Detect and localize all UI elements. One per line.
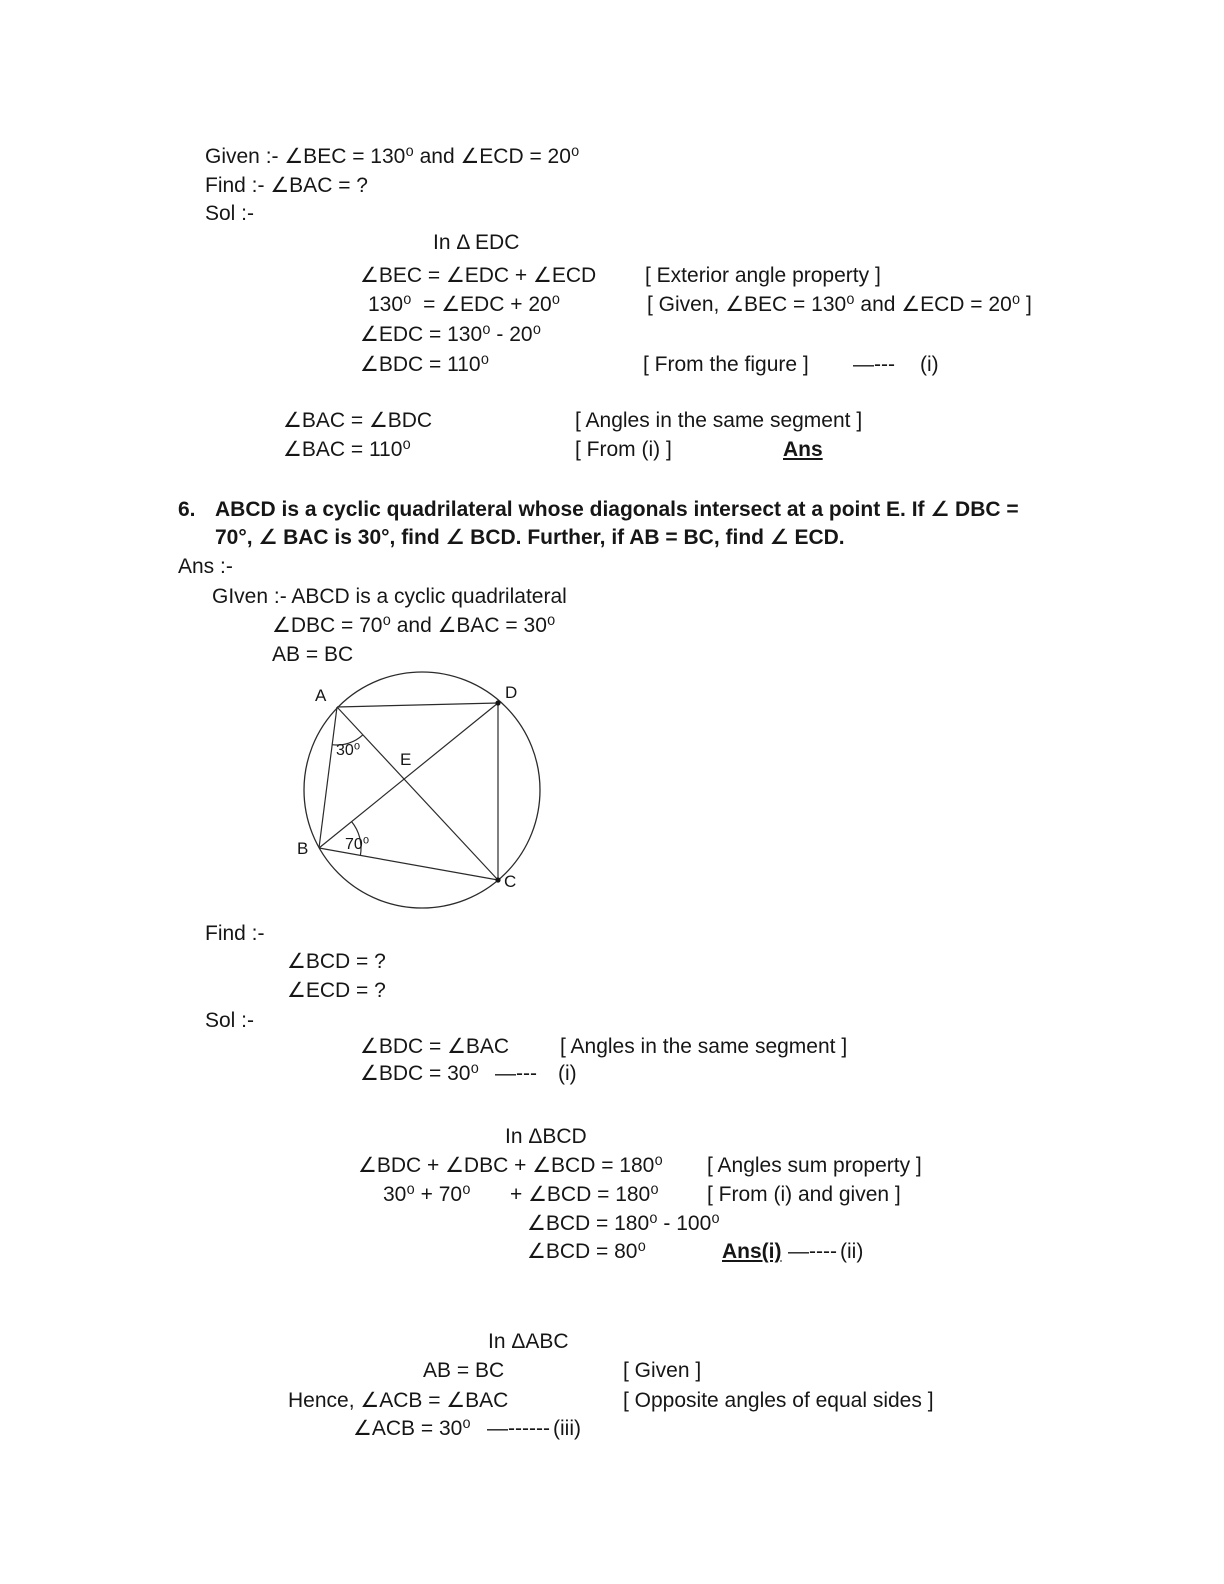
equation: ∠BDC = ∠BAC (360, 1035, 510, 1058)
ref-marker: (i) (920, 353, 939, 376)
equation: ∠BCD = 180⁰ - 100⁰ (527, 1212, 720, 1235)
justification: [ Exterior angle property ] (645, 264, 881, 287)
ref-marker: (iii) (553, 1417, 581, 1440)
equation: ∠BDC = 110⁰ (360, 353, 489, 376)
equation: ∠BAC = ∠BDC (283, 409, 433, 432)
equation: ∠ACB = 30⁰ (353, 1417, 471, 1440)
given-statement: Given :- ∠BEC = 130⁰ and ∠ECD = 20⁰ (205, 145, 580, 168)
equation: ∠BDC + ∠DBC + ∠BCD = 180⁰ (358, 1154, 663, 1177)
question-text-line1: ABCD is a cyclic quadrilateral whose diagonals intersect at a point E. If ∠ DBC = (215, 498, 1019, 521)
justification: [ Given ] (623, 1359, 702, 1382)
sol-label: Sol :- (205, 1009, 255, 1032)
justification: [ From (i) ] (575, 438, 672, 461)
vertex-label-b: B (297, 839, 309, 858)
equation: ∠BEC = ∠EDC + ∠ECD (360, 264, 597, 287)
vertex-label-a: A (315, 686, 327, 705)
answer-label: Ans(i) (722, 1240, 782, 1263)
find-statement: Find :- ∠BAC = ? (205, 174, 368, 197)
given-values: ∠DBC = 70⁰ and ∠BAC = 30⁰ (272, 614, 556, 637)
equation: ∠BAC = 110⁰ (283, 438, 411, 461)
dash-connector: —--- (853, 353, 895, 376)
vertex-dot-c (495, 877, 500, 882)
angle-label-30: 30⁰ (336, 742, 361, 759)
ans-label: Ans :- (178, 555, 233, 578)
find-item: ∠ECD = ? (287, 979, 386, 1002)
triangle-context: In ΔABC (488, 1330, 569, 1353)
equation: 130⁰ = ∠EDC + 20⁰ (368, 293, 561, 316)
sol-label: Sol :- (205, 202, 255, 225)
justification: [ From the figure ] (643, 353, 809, 376)
justification: [ Given, ∠BEC = 130⁰ and ∠ECD = 20⁰ ] (647, 293, 1032, 316)
justification: [ From (i) and given ] (707, 1183, 901, 1206)
justification: [ Angles sum property ] (707, 1154, 922, 1177)
vertex-label-c: C (504, 872, 517, 891)
equation: ∠EDC = 130⁰ - 20⁰ (360, 323, 541, 346)
justification: [ Angles in the same segment ] (575, 409, 863, 432)
justification: [ Angles in the same segment ] (560, 1035, 848, 1058)
vertex-dot-d (495, 700, 500, 705)
answer-label: Ans (783, 438, 823, 461)
equation: ∠BCD = 80⁰ (527, 1240, 646, 1263)
circle-diagram (295, 663, 555, 921)
dash-connector: —------ (487, 1417, 550, 1440)
triangle-context: In Δ EDC (433, 231, 520, 254)
equation-part: 30⁰ + 70⁰ (383, 1183, 471, 1206)
ref-marker: (ii) (840, 1240, 864, 1263)
ref-marker: (i) (558, 1062, 577, 1085)
point-label-e: E (400, 750, 412, 769)
vertex-label-d: D (505, 683, 518, 702)
equation-part: + ∠BCD = 180⁰ (510, 1183, 659, 1206)
question-text-line2: 70°, ∠ BAC is 30°, find ∠ BCD. Further, if AB = BC, find ∠ ECD. (215, 526, 845, 549)
diagonal-bd (319, 703, 498, 848)
justification: [ Opposite angles of equal sides ] (623, 1389, 934, 1412)
triangle-context: In ΔBCD (505, 1125, 587, 1148)
find-item: ∠BCD = ? (287, 950, 386, 973)
dash-connector: —--- (495, 1062, 537, 1085)
chord-ad (337, 703, 498, 707)
given-statement: GIven :- ABCD is a cyclic quadrilateral (212, 585, 567, 608)
given-equality: AB = BC (272, 643, 354, 666)
question-number: 6. (178, 498, 196, 521)
equation: Hence, ∠ACB = ∠BAC (288, 1389, 509, 1412)
dash-connector: —---- (788, 1240, 837, 1263)
equation: ∠BDC = 30⁰ (360, 1062, 479, 1085)
find-label: Find :- (205, 922, 265, 945)
angle-label-70: 70⁰ (345, 836, 370, 853)
equation: AB = BC (423, 1359, 505, 1382)
